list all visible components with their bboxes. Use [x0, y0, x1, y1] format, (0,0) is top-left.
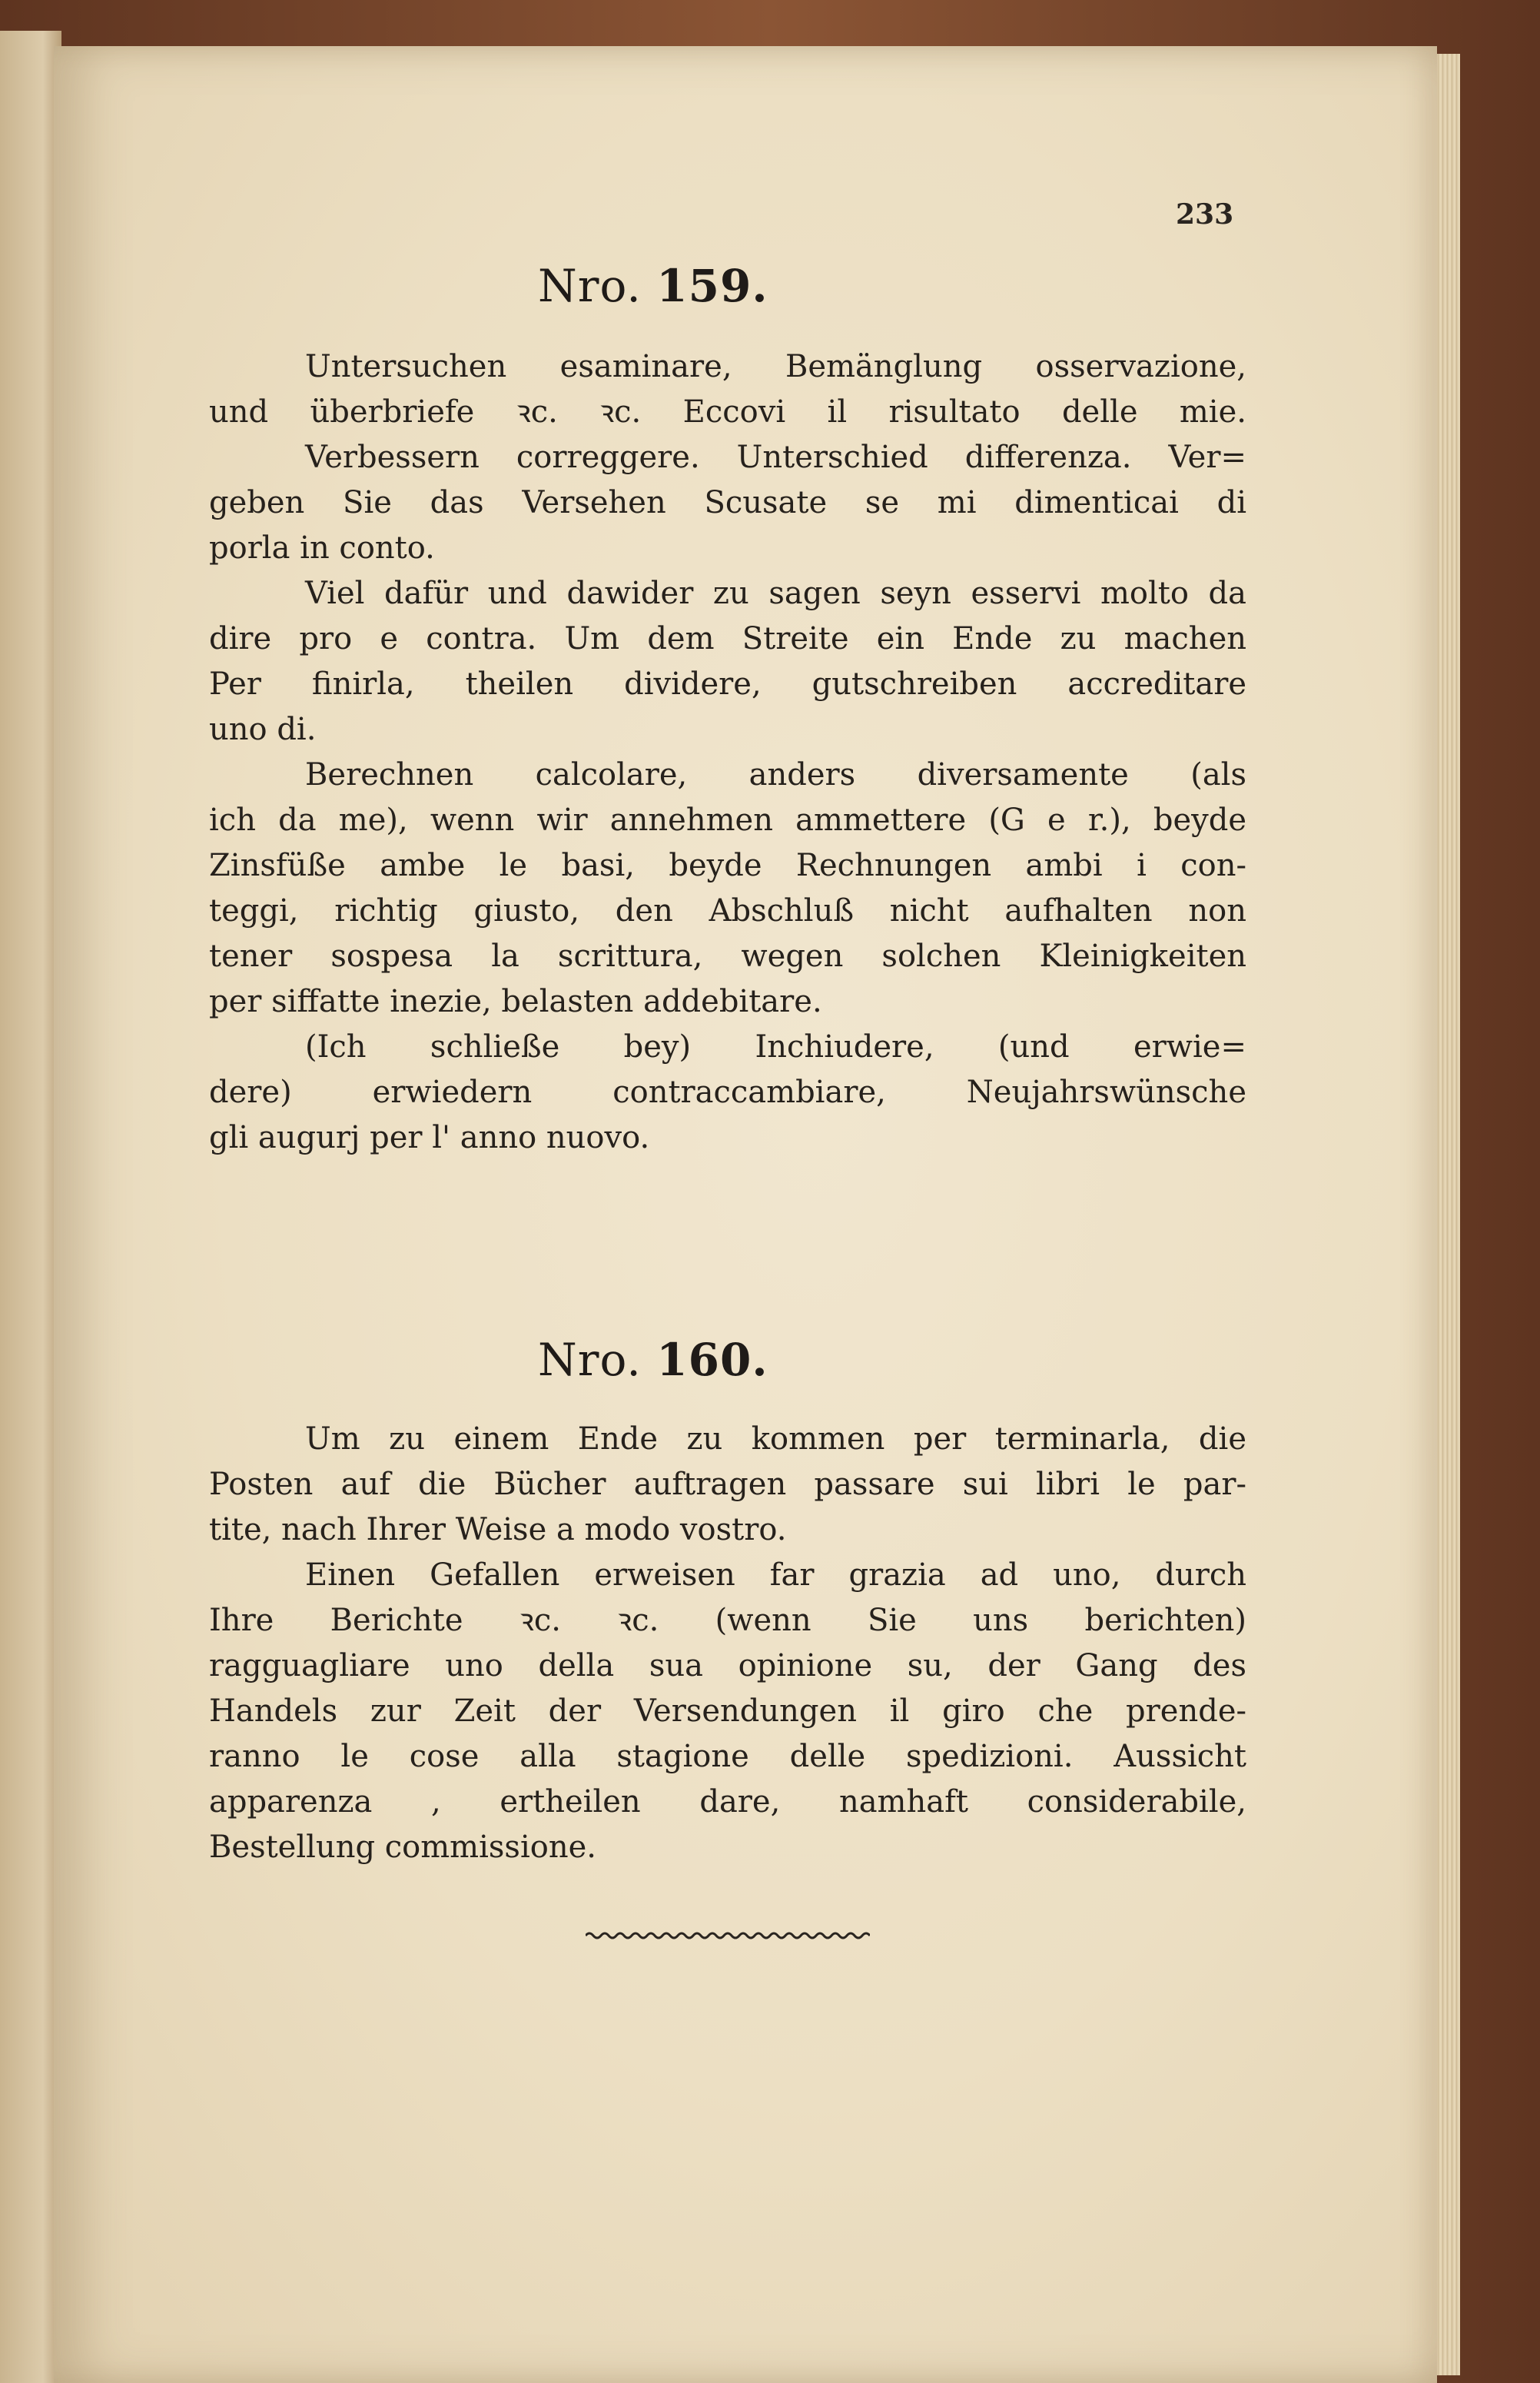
section-heading-160 — [538, 1334, 922, 1386]
text-line: Einen Gefallen erweisen far grazia ad uno, durch — [305, 1557, 1246, 1593]
page-number: 233 — [1176, 198, 1234, 231]
text-line: Bestellung commissione. — [209, 1830, 596, 1865]
text-line: dere) erwiedern contraccambiare, Neujahrswünsche — [209, 1075, 1246, 1110]
text-line: Per finirla, theilen dividere, gutschreiben accreditare — [209, 666, 1246, 702]
heading-prefix: Nro. — [538, 1334, 642, 1386]
text-line: tite, nach Ihrer Weise a modo vostro. — [209, 1512, 787, 1547]
left-page-edge — [0, 31, 61, 2383]
text-line: geben Sie das Versehen Scusate se mi dimenticai di — [209, 485, 1246, 520]
heading-prefix: Nro. — [538, 260, 642, 312]
text-line: ich da me), wenn wir annehmen ammettere (G e r.), beyde — [209, 803, 1246, 838]
text-line: ragguagliare uno della sua opinione su, der Gang des — [209, 1648, 1246, 1683]
text-line: (Ich schließe bey) Inchiudere, (und erwie= — [305, 1029, 1246, 1065]
text-line: Berechnen calcolare, anders diversamente (als — [305, 757, 1246, 793]
text-line: dire pro e contra. Um dem Streite ein Ende zu machen — [209, 621, 1246, 656]
heading-number: 160. — [656, 1334, 768, 1386]
text-line: Untersuchen esaminare, Bemänglung osservazione, — [305, 349, 1246, 384]
text-line: Verbessern correggere. Unterschied differenza. Ver= — [305, 440, 1246, 475]
text-line: und überbriefe ꝛc. ꝛc. Eccovi il risultato delle mie. — [209, 394, 1246, 430]
text-line: teggi, richtig giusto, den Abschluß nicht aufhalten non — [209, 893, 1246, 929]
text-line: Zinsfüße ambe le basi, beyde Rechnungen ambi i con- — [209, 848, 1246, 883]
heading-number: 159. — [656, 260, 768, 312]
text-line: per siffatte inezie, belasten addebitare. — [209, 984, 822, 1019]
text-line: Viel dafür und dawider zu sagen seyn esservi molto da — [305, 576, 1246, 611]
text-line: gli augurj per l' anno nuovo. — [209, 1120, 650, 1155]
section-body-159 — [209, 344, 1246, 1161]
text-line: Handels zur Zeit der Versendungen il giro che prende- — [209, 1693, 1246, 1729]
section-heading-159 — [538, 260, 922, 312]
text-line: uno di. — [209, 712, 317, 747]
text-line: Posten auf die Bücher auftragen passare sui libri le par- — [209, 1467, 1246, 1502]
text-line: tener sospesa la scrittura, wegen solchen Kleinigkeiten — [209, 939, 1246, 974]
section-body-160 — [209, 1417, 1246, 1870]
ornamental-rule — [586, 1930, 870, 1941]
text-line: ranno le cose alla stagione delle spedizioni. Aussicht — [209, 1739, 1246, 1774]
text-line: apparenza , ertheilen dare, namhaft considerabile, — [209, 1784, 1246, 1820]
text-line: porla in conto. — [209, 530, 435, 566]
text-line: Um zu einem Ende zu kommen per terminarla, die — [305, 1421, 1246, 1457]
text-line: Ihre Berichte ꝛc. ꝛc. (wenn Sie uns berichten) — [209, 1603, 1246, 1638]
